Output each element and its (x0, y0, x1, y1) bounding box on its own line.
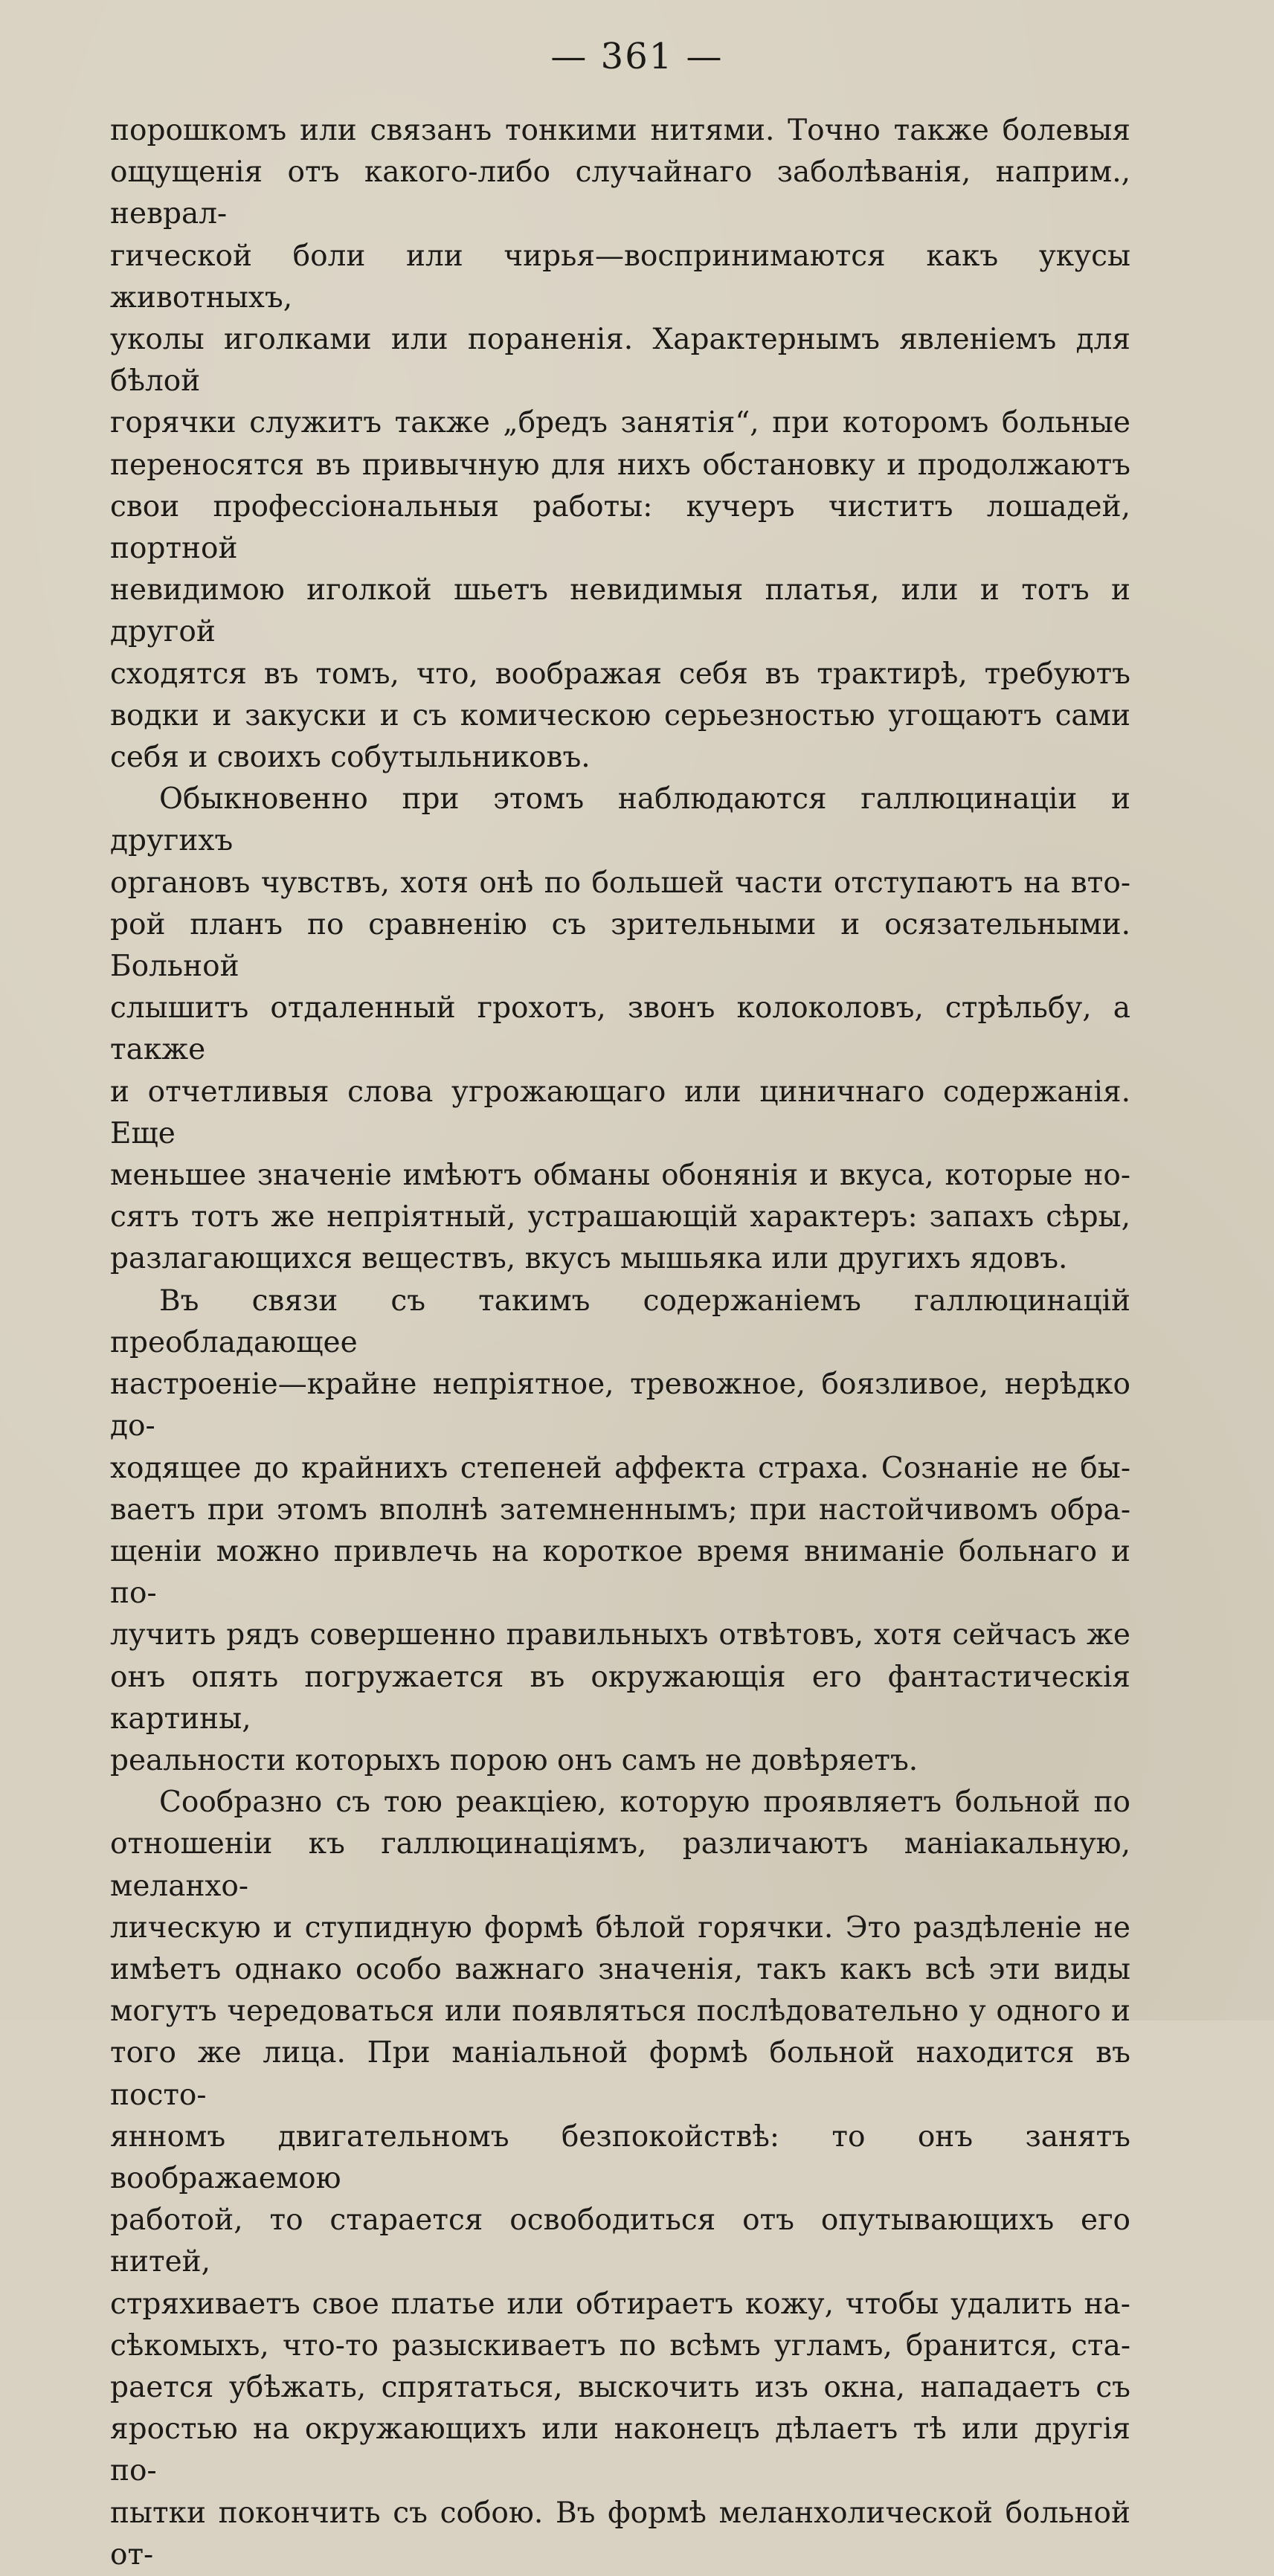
text-line: яростью на окружающихъ или наконецъ дѣлаетъ тѣ или другія по- (110, 2412, 1130, 2488)
text-line: Сообразно съ тою реакціею, которую проявляетъ больной по (159, 1786, 1130, 1820)
paragraph-3 (110, 1281, 1130, 1782)
text-line: и отчетливыя слова угрожающаго или циничнаго содержанія. Еще (110, 1075, 1130, 1150)
text-line: настроеніе—крайне непріятное, тревожное, боязливое, нерѣдко до- (110, 1368, 1130, 1443)
text-line: водки и закуски и съ комическою серьезностью угощаютъ сами (110, 698, 1130, 732)
text-line: порошкомъ или связанъ тонкими нитями. Точно также болевыя (110, 114, 1130, 147)
page-number: — 361 — (550, 36, 724, 77)
text-line: свои профессіональныя работы: кучеръ чиститъ лошадей, портной (110, 489, 1130, 566)
text-line: того же лица. При маніальной формѣ больной находится въ посто- (110, 2036, 1130, 2112)
text-line: онъ опять погружается въ окружающія его фантастическія картины, (110, 1660, 1130, 1736)
text-line: гической боли или чирья—воспринимаются какъ укусы животныхъ, (110, 239, 1130, 315)
text-line: лическую и ступидную формѣ бѣлой горячки. Это раздѣленіе не (110, 1910, 1130, 1945)
text-line: янномъ двигательномъ безпокойствѣ: то онъ занятъ воображаемою (110, 2119, 1130, 2195)
text-line: меньшее значеніе имѣютъ обманы обонянія и вкуса, которые но- (110, 1159, 1130, 1193)
text-line: могутъ чередоваться или появляться послѣдовательно у одного и (110, 1994, 1130, 2029)
text-line: Обыкновенно при этомъ наблюдаются галлюцинаціи и другихъ (110, 782, 1130, 858)
text-line: органовъ чувствъ, хотя онѣ по большей части отступаютъ на вто- (110, 866, 1130, 900)
text-line: уколы иголками или пораненія. Характернымъ явленіемъ для бѣлой (110, 323, 1130, 399)
text-line: горячки служитъ также „бредъ занятія“, при которомъ больные (110, 406, 1130, 440)
text-line: рой планъ по сравненію съ зрительными и осязательными. Больной (110, 907, 1130, 984)
text-line: ощущенія отъ какого-либо случайнаго заболѣванія, наприм., неврал- (110, 155, 1130, 231)
text-line: сятъ тотъ же непріятный, устрашающій характеръ: запахъ сѣры, (110, 1200, 1130, 1234)
text-line: сѣкомыхъ, что-то разыскиваетъ по всѣмъ угламъ, бранится, ста- (110, 2328, 1130, 2363)
body-text (110, 110, 1130, 2576)
text-line: имѣетъ однако особо важнаго значенія, такъ какъ всѣ эти виды (110, 1952, 1130, 1986)
text-line: переносятся въ привычную для нихъ обстановку и продолжаютъ (110, 448, 1130, 482)
text-line: слышитъ отдаленный грохотъ, звонъ колоколовъ, стрѣльбу, а также (110, 991, 1130, 1067)
paragraph-4 (110, 1782, 1130, 2576)
text-line: щеніи можно привлечь на короткое время вниманіе больнаго и по- (110, 1534, 1130, 1611)
text-line: лучить рядъ совершенно правильныхъ отвѣтовъ, хотя сейчасъ же (110, 1618, 1130, 1652)
text-line: ходящее до крайнихъ степеней аффекта страха. Сознаніе не бы- (110, 1451, 1130, 1485)
text-line: работой, то старается освободиться отъ опутывающихъ его нитей, (110, 2203, 1130, 2279)
text-line: пытки покончить съ собою. Въ формѣ меланхолической больной от- (110, 2496, 1130, 2572)
paragraph-2 (110, 779, 1130, 1280)
text-line: сходятся въ томъ, что, воображая себя въ трактирѣ, требуютъ (110, 657, 1130, 691)
paragraph-1 (110, 110, 1130, 779)
text-line: Въ связи съ такимъ содержаніемъ галлюцинацій преобладающее (110, 1284, 1130, 1359)
text-line: разлагающихся веществъ, вкусъ мышьяка или другихъ ядовъ. (110, 1242, 1068, 1276)
text-line: реальности которыхъ порою онъ самъ не довѣряетъ. (110, 1743, 918, 1777)
text-line: ваетъ при этомъ вполнѣ затемненнымъ; при настойчивомъ обра- (110, 1493, 1130, 1527)
text-line: себя и своихъ собутыльниковъ. (110, 741, 591, 775)
text-line: рается убѣжать, спрятаться, выскочить изъ окна, нападаетъ съ (110, 2370, 1130, 2404)
text-line: невидимою иголкой шьетъ невидимыя платья, или и тотъ и другой (110, 573, 1130, 649)
text-line: стряхиваетъ свое платье или обтираетъ кожу, чтобы удалить на- (110, 2287, 1130, 2321)
text-line: отношеніи къ галлюцинаціямъ, различаютъ маніакальную, меланхо- (110, 1827, 1130, 1903)
